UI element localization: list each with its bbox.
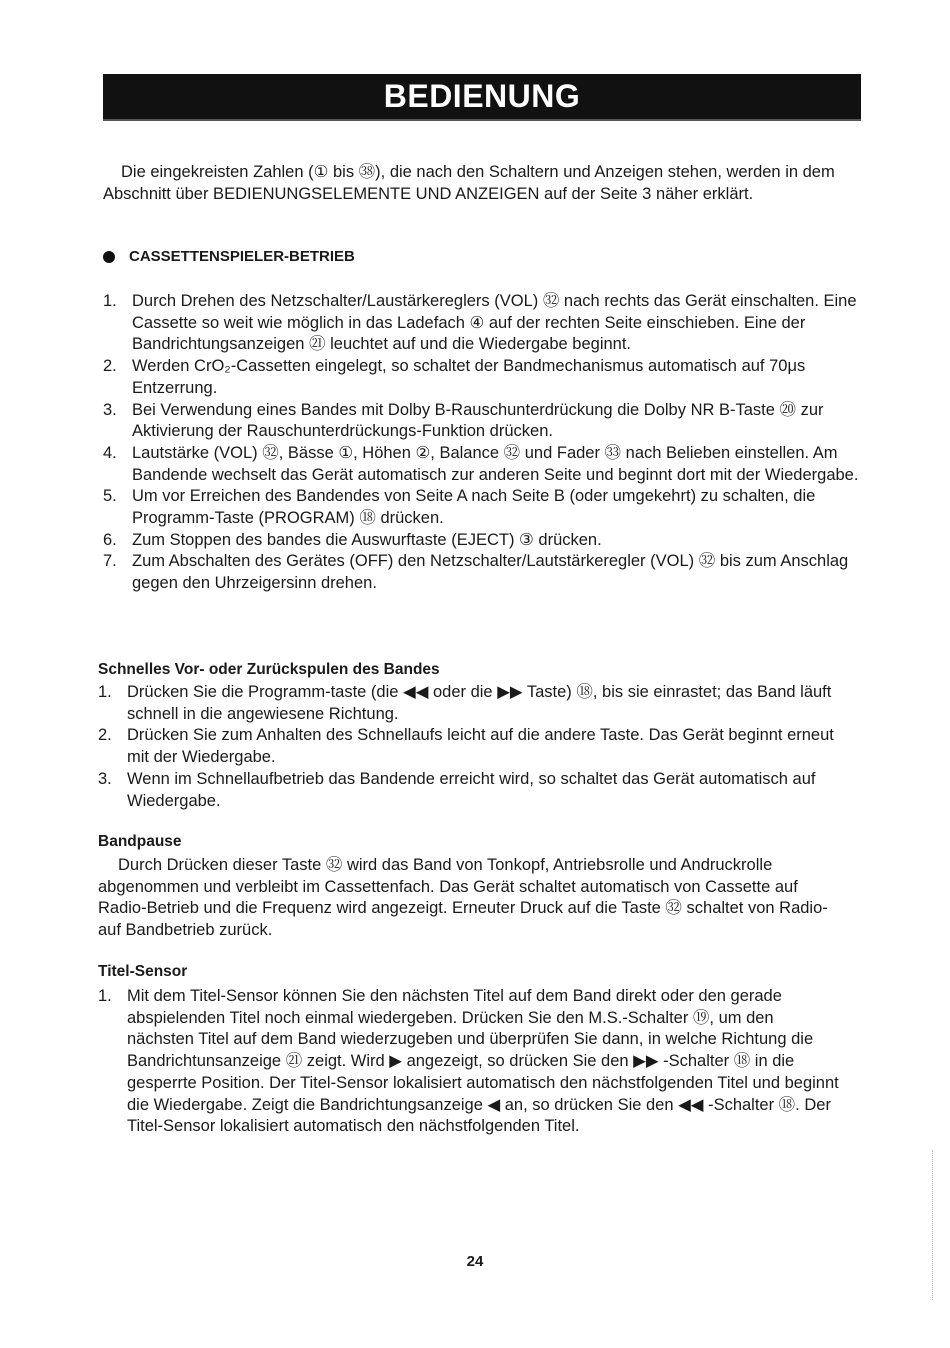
list-text: Werden CrO₂-Cassetten eingelegt, so schaltet der Bandmechanismus automatisch auf 70μs Entzerrung. [132,357,806,397]
cassette-steps-list [103,291,861,595]
subsection-heading-pause: Bandpause [98,833,182,850]
list-number: 7. [103,552,117,571]
list-number: 2. [98,726,112,745]
list-number: 1. [98,987,112,1005]
list-number: 5. [103,487,117,506]
section-heading-cassette [103,248,355,265]
list-text: Um vor Erreichen des Bandendes von Seite A nach Seite B (oder umgekehrt) zu schalten, die Programm-Taste (PROGRAM) ⑱ drücken. [132,487,816,528]
list-text: Wenn im Schnellaufbetrieb das Bandende erreicht wird, so schaltet das Gerät automatisch auf Wiedergabe. [127,769,816,810]
subsection-heading-title-sensor: Titel-Sensor [98,963,188,980]
list-text: Zum Stoppen des bandes die Auswurftaste (EJECT) ③ drücken. [132,530,602,549]
intro-text: Die eingekreisten Zahlen (① bis ㊳), die nach den Schaltern und Anzeigen stehen, werden in dem Abschnitt über BEDIENUNGSELEMENTE UND ANZEIGEN auf der Seite 3 näher erklärt. [103,163,835,203]
list-item [103,530,861,552]
list-item [98,725,858,768]
list-item [103,486,861,529]
scan-edge-marks [932,1150,935,1300]
list-text: Lautstärke (VOL) ㉜, Bässe ①, Höhen ②, Balance ㉜ und Fader ㉝ nach Belieben einstellen. Am Bandende wechselt das Gerät automatisch zur anderen Seite und beginnt dort mit der Wiedergabe. [132,443,859,484]
list-text: Bei Verwendung eines Bandes mit Dolby B-Rauschunterdrückung die Dolby NR B-Taste ⑳ zur Aktivierung der Rauschunterdrückungs-Funktion drücken. [132,400,824,441]
fast-wind-steps-list [98,682,858,812]
list-text: Mit dem Titel-Sensor können Sie den nächsten Titel auf dem Band direkt oder den gerade abspielenden Titel noch einmal wiedergeben. Drücken Sie den M.S.-Schalter ⑲, um den nächsten Titel auf dem Band wiederzugeben und überprüfen Sie dann, in welche Richtung die Bandrichtunsanzeige ㉑ zeigt. Wird ▶ angezeigt, so drücken Sie den ▶▶ -Schalter ⑱ in die gesperrte Position. Der Titel-Sensor lokalisiert automatisch den nächstfolgenden Titel und beginnt die Wiedergabe. Zeigt die Bandrichtungsanzeige ◀ an, so drücken Sie den ◀◀ -Schalter ⑱. Der Titel-Sensor lokalisiert automatisch den nächstfolgenden Titel. [127,987,839,1136]
page-title: BEDIENUNG [383,78,581,114]
list-text: Zum Abschalten des Gerätes (OFF) den Netzschalter/Lautstärkeregler (VOL) ㉜ bis zum Anschlag gegen den Uhrzeigersinn drehen. [132,552,849,593]
list-item [103,443,861,486]
list-number: 1. [103,292,117,310]
list-number: 1. [98,683,112,701]
section-heading-text: CASSETTENSPIELER-BETRIEB [129,248,355,265]
title-banner [103,74,861,119]
list-item [98,986,843,1138]
title-sensor-steps-list [98,986,843,1138]
intro-paragraph [103,162,863,205]
list-text: Drücken Sie zum Anhalten des Schnellaufs leicht auf die andere Taste. Das Gerät beginnt erneut mit der Wiedergabe. [127,726,834,767]
list-number: 6. [103,530,117,549]
list-item [103,356,861,399]
list-text: Durch Drehen des Netzschalter/Laustärkereglers (VOL) ㉜ nach rechts das Gerät einschalten. Eine Cassette so weit wie möglich in das Ladefach ④ auf der rechten Seite einschieben. Eine der Bandrichtungsanzeigen ㉑ leuchtet auf und die Wiedergabe beginnt. [132,292,857,354]
list-item [98,682,858,725]
page-number: 24 [466,1253,484,1270]
list-number: 2. [103,357,117,376]
list-number: 4. [103,443,117,462]
list-item [98,769,858,812]
list-number: 3. [103,400,117,419]
list-item [103,551,861,594]
pause-paragraph: Durch Drücken dieser Taste ㉜ wird das Band von Tonkopf, Antriebsrolle und Andruckrolle abgenommen und verbleibt im Cassettenfach. Das Gerät schaltet automatisch von Cassette auf Radio-Betrieb und die Frequenz wird angezeigt. Erneuter Druck auf die Taste ㉜ schaltet von Radio- auf Bandbetrieb zurück. [98,856,828,940]
bullet-icon [103,251,115,263]
subsection-heading-fast-wind: Schnelles Vor- oder Zurückspulen des Bandes [98,661,440,678]
list-item [103,291,861,356]
list-item [103,400,861,443]
list-text: Drücken Sie die Programm-taste (die ◀◀ oder die ▶▶ Taste) ⑱, bis sie einrastet; das Band läuft schnell in die angewiesene Richtung. [127,683,832,723]
list-number: 3. [98,769,112,788]
